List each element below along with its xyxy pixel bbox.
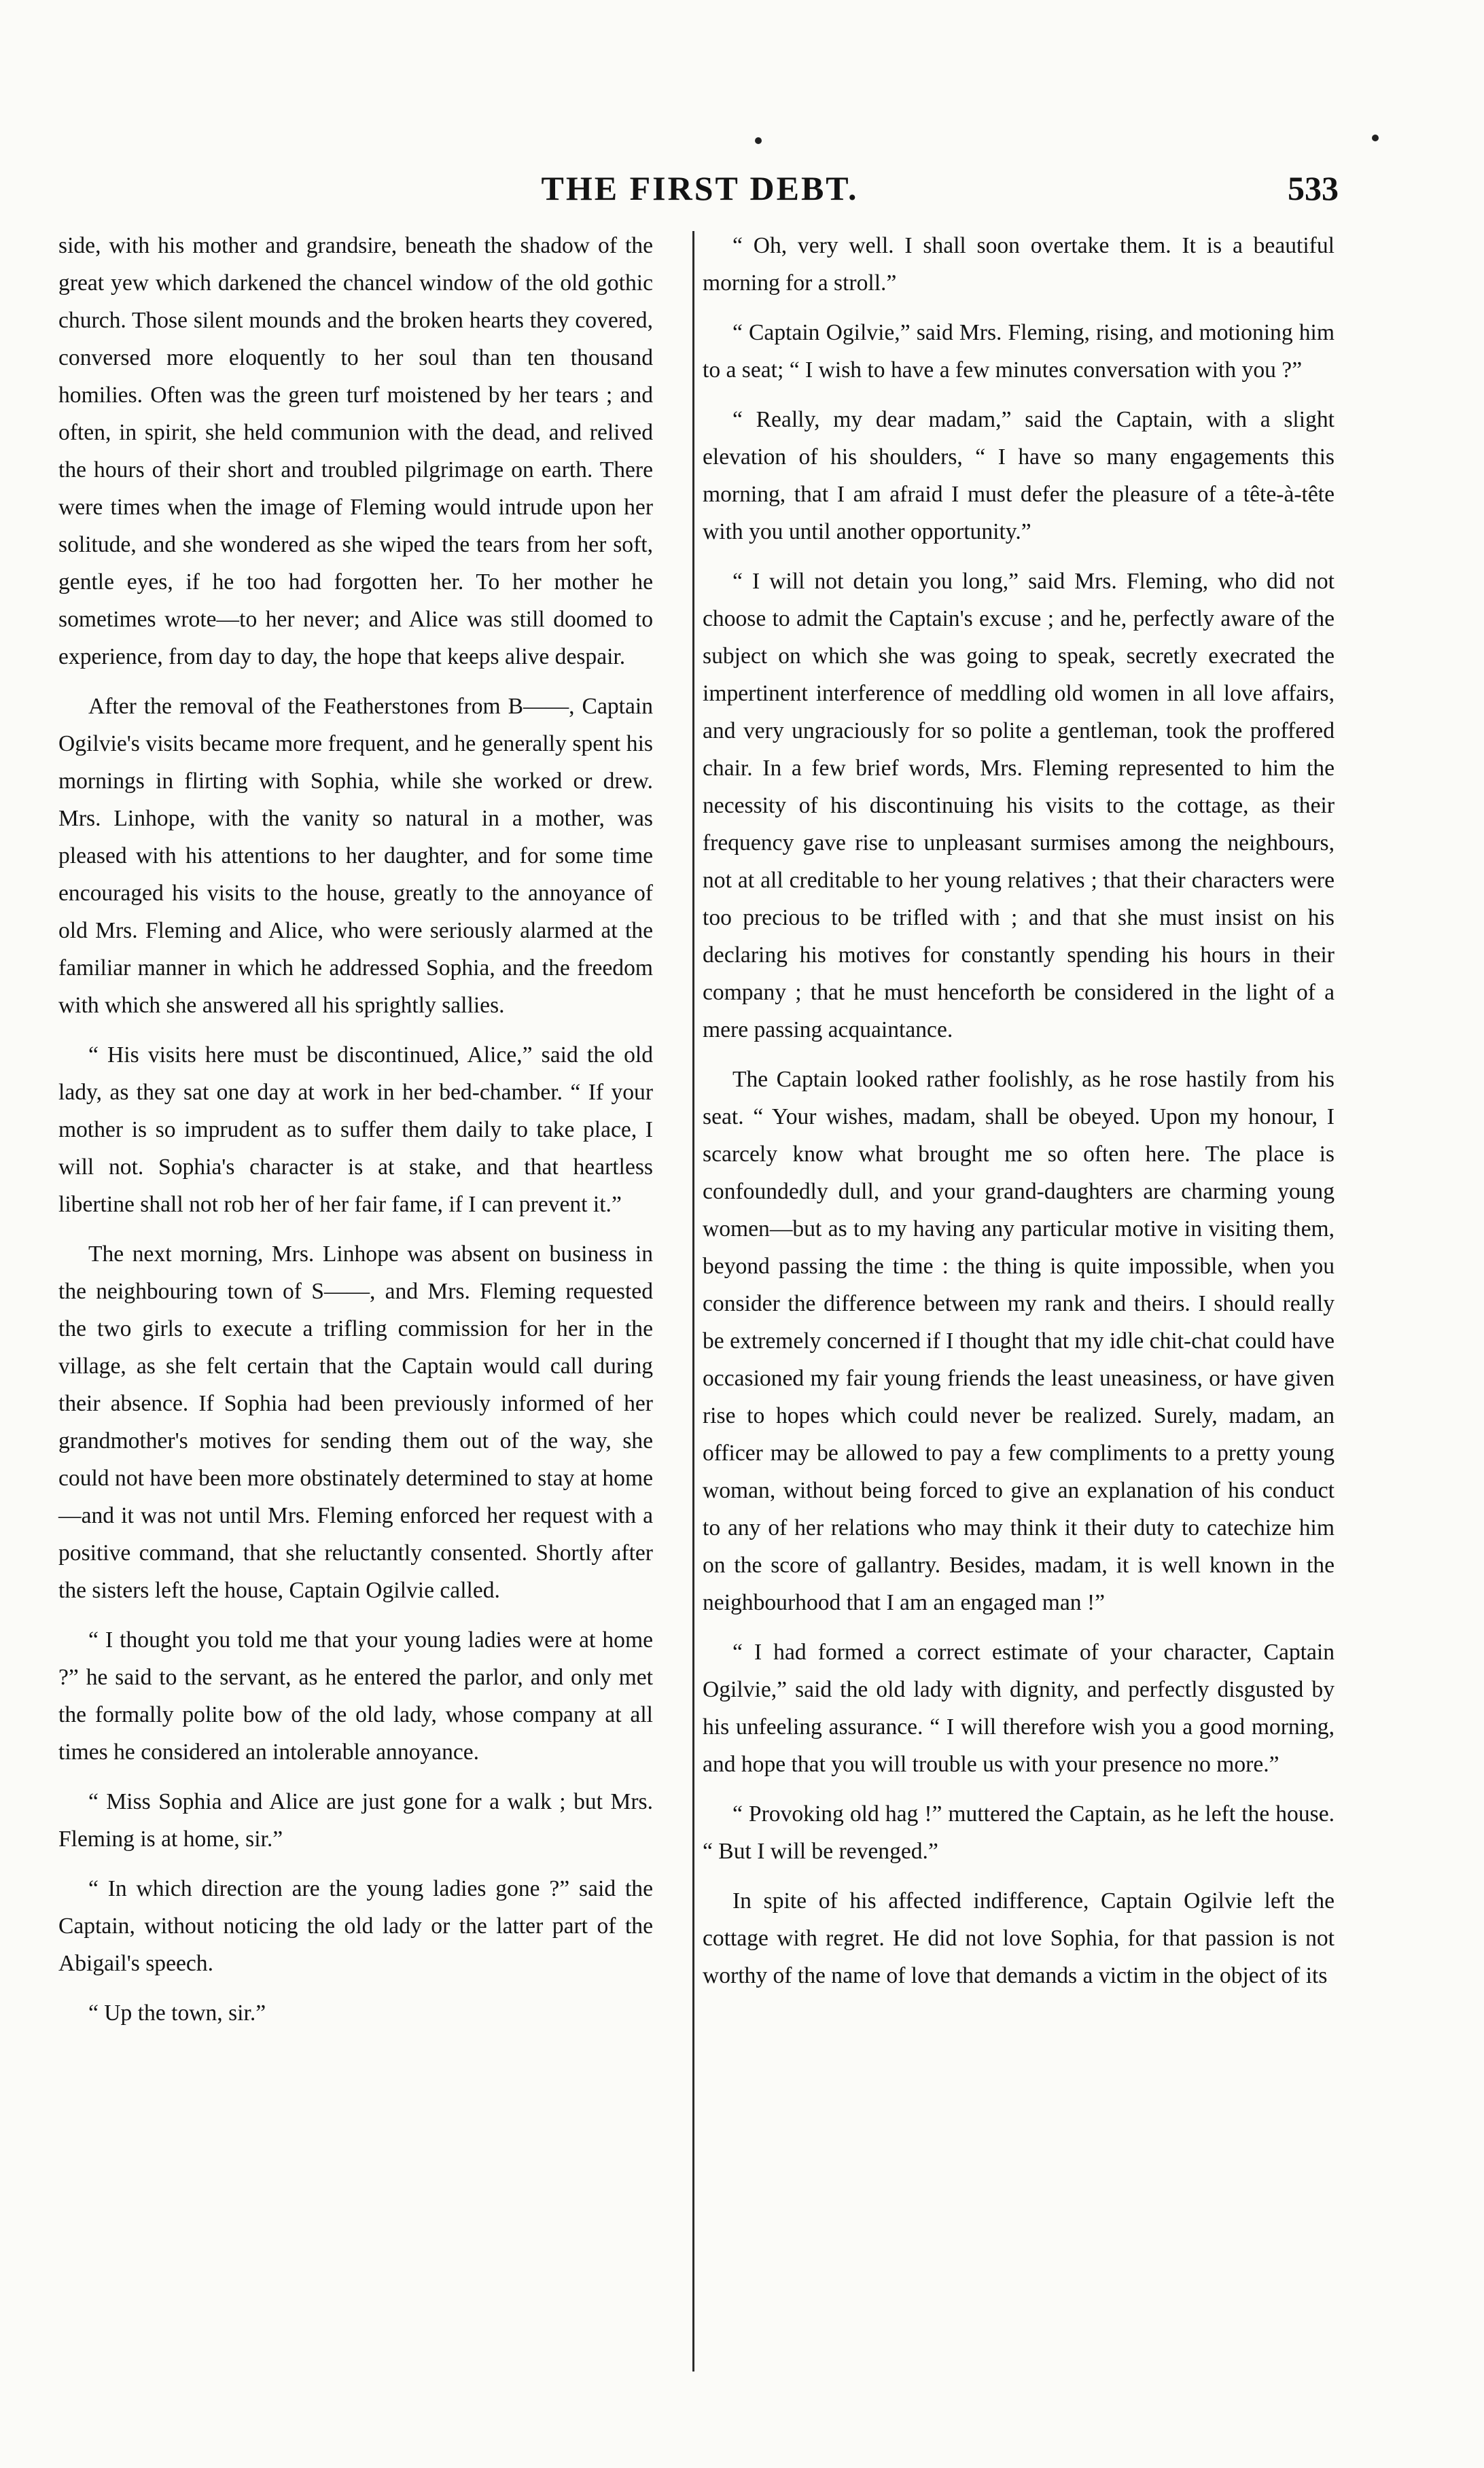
page-header [61,169,1339,209]
running-title: THE FIRST DEBT. [541,169,859,207]
paragraph: After the removal of the Featherstones from B——, Captain Ogilvie's visits became more frequent, and he generally spent his mornings in flirting with Sophia, while she worked or drew. Mrs. Linhope, with the vanity so natural in a mother, was pleased with his attentions to her daughter, and for some time encouraged his visits to the house, greatly to the annoyance of old Mrs. Fleming and Alice, who were seriously alarmed at the familiar manner in which he addressed Sophia, and the freedom with which she answered all his sprightly sallies. [58,694,653,1018]
paragraph: “ I thought you told me that your young ladies were at home ?” he said to the servant, as he entered the parlor, and only met the formally polite bow of the old lady, whose company at all times he considered an intolerable annoyance. [58,1627,653,1765]
right-column [703,227,1335,2007]
page-number: 533 [1288,169,1339,207]
paragraph: “ I had formed a correct estimate of your character, Captain Ogilvie,” said the old lady with dignity, and perfectly disgusted by his unfeeling assurance. “ I will therefore wish you a good morning, and hope that you will trouble us with your presence no more.” [703,1640,1335,1777]
paragraph: “ I will not detain you long,” said Mrs. Fleming, who did not choose to admit the Captain's excuse ; and he, perfectly aware of the subject on which she was going to speak, secretly execrated the impertinent interference of meddling old women in all love affairs, and very ungraciously for so polite a gentleman, took the proffered chair. In a few brief words, Mrs. Fleming represented to him the necessity of his discontinuing his visits to the cottage, as their frequency gave rise to unpleasant surmises among the neighbours, not at all creditable to her young relatives ; that their characters were too precious to be trifled with ; and that she must insist on his declaring his motives for constantly spending his hours in their company ; that he must henceforth be considered in the light of a mere passing acquaintance. [703,569,1335,1042]
paragraph: “ In which direction are the young ladies gone ?” said the Captain, without noticing the old lady or the latter part of the Abigail's speech. [58,1876,653,1976]
paragraph: “ Really, my dear madam,” said the Captain, with a slight elevation of his shoulders, “ I have so many engagements this morning, that I am afraid I must defer the pleasure of a tête-à-tête with you until another opportunity.” [703,407,1335,544]
paragraph: The Captain looked rather foolishly, as he rose hastily from his seat. “ Your wishes, madam, shall be obeyed. Upon my honour, I scarcely know what brought me so often here. The place is confoundedly dull, and your grand-daughters are charming young women—but as to my having any particular motive in visiting them, beyond passing the time : the thing is quite impossible, when you consider the difference between my rank and theirs. I should really be extremely concerned if I thought that my idle chit-chat could have occasioned my fair young friends the least uneasiness, or have given rise to hopes which could never be realized. Surely, madam, an officer may be allowed to pay a few compliments to a pretty young woman, without being forced to give an explanation of his conduct to any of her relations who may think it their duty to catechize him on the score of gallantry. Besides, madam, it is well known in the neighbourhood that I am an engaged man !” [703,1067,1335,1615]
paragraph: “ Captain Ogilvie,” said Mrs. Fleming, rising, and motioning him to a seat; “ I wish to have a few minutes conversation with you ?” [703,320,1335,383]
print-speck [755,137,762,144]
left-column [58,227,653,2044]
paragraph: “ His visits here must be discontinued, Alice,” said the old lady, as they sat one day at work in her bed-chamber. “ If your mother is so imprudent as to suffer them daily to take place, I will not. Sophia's character is at stake, and that heartless libertine shall not rob her of her fair fame, if I can prevent it.” [58,1042,653,1217]
paragraph: “ Provoking old hag !” muttered the Captain, as he left the house. “ But I will be revenged.” [703,1801,1335,1864]
paragraph: side, with his mother and grandsire, beneath the shadow of the great yew which darkened the chancel window of the old gothic church. Those silent mounds and the broken hearts they covered, conversed more eloquently to her soul than ten thousand homilies. Often was the green turf moistened by her tears ; and often, in spirit, she held communion with the dead, and relived the hours of their short and troubled pilgrimage on earth. There were times when the image of Fleming would intrude upon her solitude, and she wondered as she wiped the tears from her soft, gentle eyes, if he too had forgotten her. To her mother he sometimes wrote—to her never; and Alice was still doomed to experience, from day to day, the hope that keeps alive despair. [58,233,653,669]
paragraph: “ Oh, very well. I shall soon overtake them. It is a beautiful morning for a stroll.” [703,233,1335,296]
paragraph: “ Miss Sophia and Alice are just gone for a walk ; but Mrs. Fleming is at home, sir.” [58,1789,653,1852]
print-speck [1372,135,1379,141]
column-divider [692,231,694,2372]
paragraph: In spite of his affected indifference, Captain Ogilvie left the cottage with regret. He did not love Sophia, for that passion is not worthy of the name of love that demands a victim in the object of its [703,1888,1335,1988]
paragraph: “ Up the town, sir.” [88,2000,266,2026]
paragraph: The next morning, Mrs. Linhope was absent on business in the neighbouring town of S——, and Mrs. Fleming requested the two girls to execute a trifling commission for her in the village, as she felt certain that the Captain would call during their absence. If Sophia had been previously informed of her grandmother's motives for sending them out of the way, she could not have been more obstinately determined to stay at home—and it was not until Mrs. Fleming enforced her request with a positive command, that she reluctantly consented. Shortly after the sisters left the house, Captain Ogilvie called. [58,1241,653,1603]
